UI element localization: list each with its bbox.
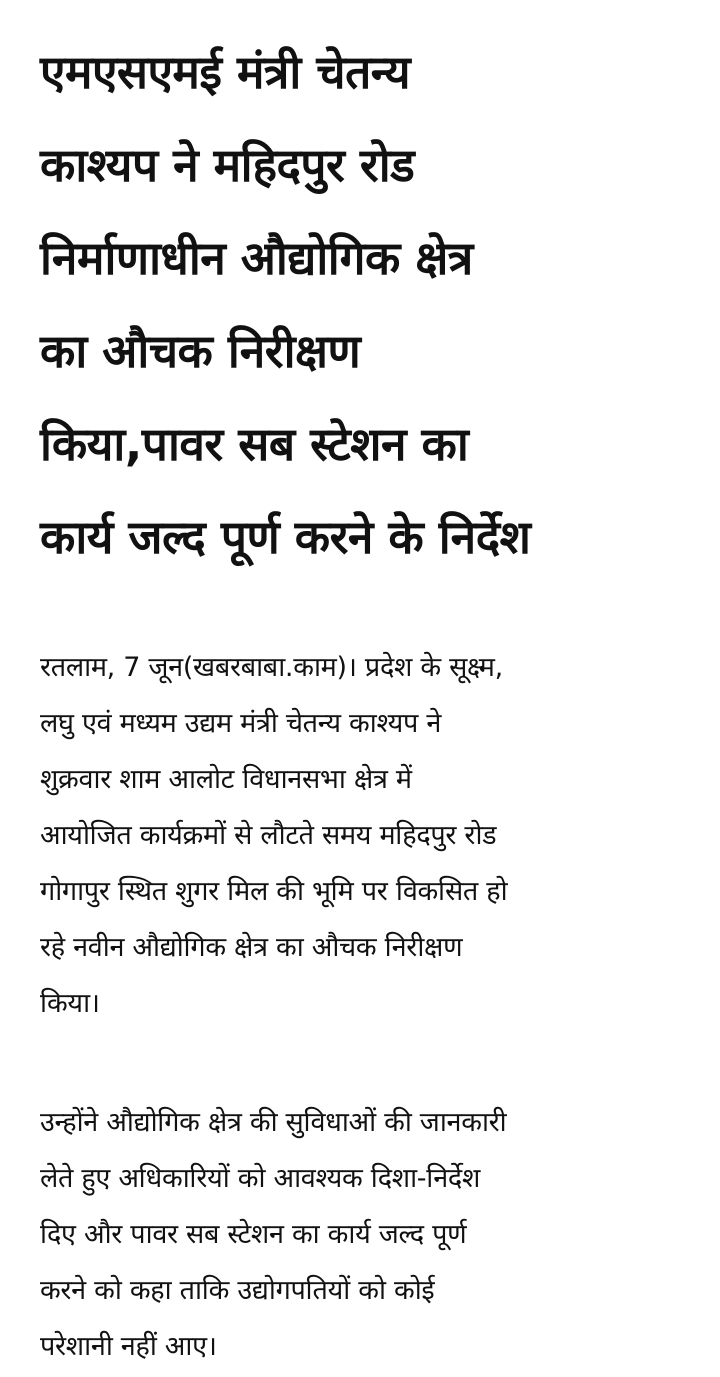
body-line: रहे नवीन औद्योगिक क्षेत्र का औचक निरीक्षण: [40, 932, 463, 963]
body-line: रतलाम, 7 जून(खबरबाबा.काम)। प्रदेश के सूक्ष्म,: [40, 652, 503, 683]
body-line: उन्होंने औद्योगिक क्षेत्र की सुविधाओं की जानकारी: [40, 1107, 507, 1138]
headline-line: कार्य जल्द पूर्ण करने के निर्देश: [40, 510, 531, 564]
body-line: आयोजित कार्यक्रमों से लौटते समय महिदपुर रोड: [40, 820, 497, 851]
body-line: गोगापुर स्थित शुगर मिल की भूमि पर विकसित हो: [40, 876, 508, 907]
headline-line: काश्यप ने महिदपुर रोड: [40, 138, 415, 192]
body-line: शुक्रवार शाम आलोट विधानसभा क्षेत्र में: [40, 764, 412, 795]
body-line: लघु एवं मध्यम उद्यम मंत्री चेतन्य काश्यप ने: [40, 708, 442, 739]
headline-line: किया,पावर सब स्टेशन का: [40, 417, 469, 471]
body-line: परेशानी नहीं आए।: [40, 1331, 217, 1362]
headline-line: का औचक निरीक्षण: [40, 324, 361, 378]
paragraph-1: [40, 640, 686, 1032]
headline-line: निर्माणाधीन औद्योगिक क्षेत्र: [40, 231, 473, 285]
body-line: लेते हुए अधिकारियों को आवश्यक दिशा-निर्देश: [40, 1163, 481, 1194]
body-line: दिए और पावर सब स्टेशन का कार्य जल्द पूर्ण: [40, 1219, 467, 1250]
headline: [40, 26, 686, 584]
headline-line: एमएसएमई मंत्री चेतन्य: [40, 45, 411, 99]
body-line: किया।: [40, 988, 100, 1019]
body-line: करने को कहा ताकि उद्योगपतियों को कोई: [40, 1275, 435, 1306]
article-body: [40, 640, 686, 1375]
paragraph-2: [40, 1095, 686, 1375]
